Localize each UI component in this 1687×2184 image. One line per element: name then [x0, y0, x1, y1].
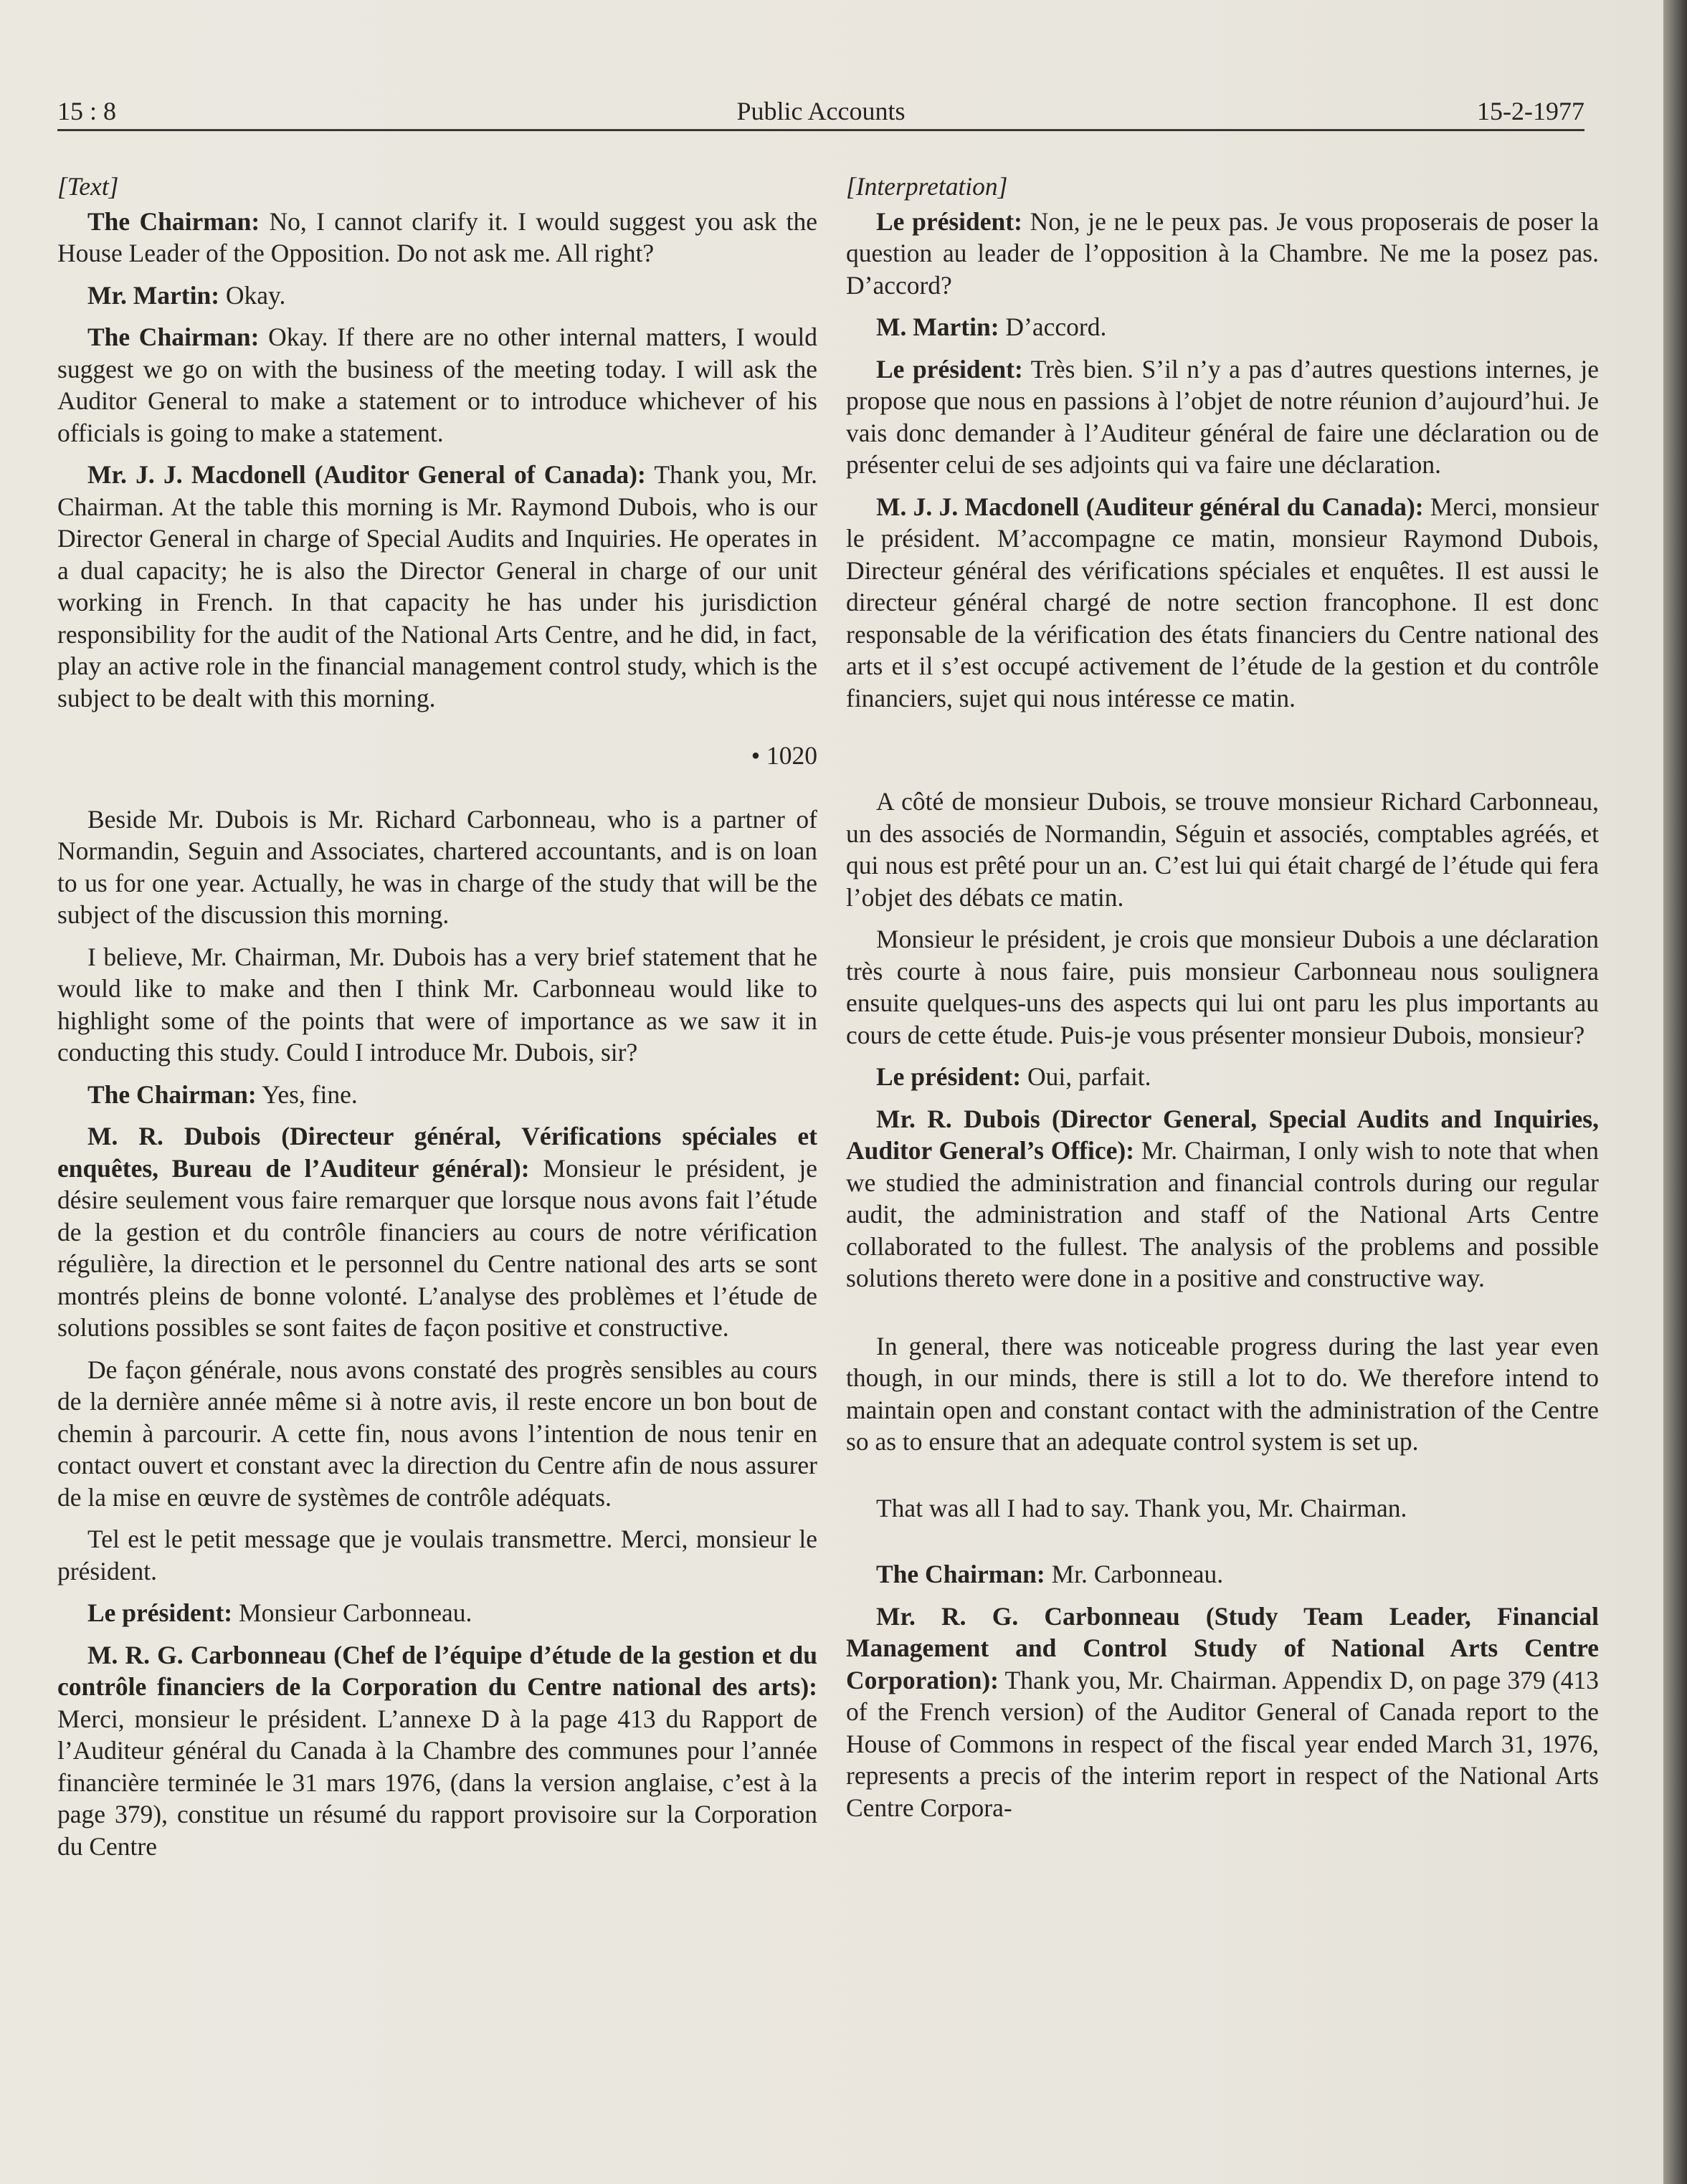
paragraph	[846, 1492, 1599, 1525]
paragraph	[846, 491, 1599, 715]
paragraph-text: In general, there was noticeable progress during the last year even though, in our minds, there is still a lot to do. We therefore intend to maintain open and constant contact with the administration of the Centre so as to ensure that an adequate control system is set up.	[846, 1331, 1599, 1456]
paragraph	[846, 1330, 1599, 1458]
paragraph-text: No, I cannot clarify it. I would suggest you ask the House Leader of the Opposition. Do not ask me. All right?	[57, 206, 817, 267]
issue-date: 15-2-1977	[1477, 97, 1584, 125]
paragraph-text: De façon générale, nous avons constaté des progrès sensibles au cours de la dernière année même si à notre avis, il reste encore un bon bout de chemin à parcourir. A cette fin, nous avons l’intention de nous tenir en contact ouvert et constant avec la direction du Centre afin de nous assurer de la mise en œuvre de systèmes de contrôle adéquats.	[57, 1355, 817, 1512]
paragraph	[57, 1597, 817, 1629]
time-marker: • 1020	[751, 741, 817, 770]
paragraph	[57, 206, 817, 270]
paragraph-text: That was all I had to say. Thank you, Mr. Chairman.	[876, 1493, 1407, 1522]
paragraph-text: Très bien. S’il n’y a pas d’autres questions internes, je propose que nous en passions à l’objet de notre réunion d’aujourd’hui. Je vais donc demander à l’Auditeur général de faire une déclaration ou de présenter celui de ses adjoints qui va faire une déclaration.	[846, 354, 1599, 479]
speaker-name: The Chairman:	[87, 1079, 257, 1109]
french-column	[846, 171, 1599, 1833]
paragraph	[57, 459, 817, 714]
paragraph-text: Merci, monsieur le président. M’accompagne ce matin, monsieur Raymond Dubois, Directeur général des vérifications spéciales et enquêtes. Il est aussi le directeur général chargé de notre section francophone. Il est donc responsable de la vérification des états financiers du Centre national des arts et il s’est occupé activement de l’étude de la gestion et du contrôle financiers, sujet qui nous intéresse ce matin.	[846, 492, 1599, 712]
paragraph	[846, 1558, 1599, 1591]
paragraph	[846, 1601, 1599, 1824]
speaker-name: Le président:	[876, 206, 1022, 236]
speaker-name: Le président:	[876, 354, 1023, 383]
running-title: Public Accounts	[736, 97, 906, 125]
paragraph	[846, 1061, 1599, 1093]
paragraph	[846, 311, 1599, 343]
column-spacer	[846, 1468, 1599, 1492]
column-spacer	[846, 1534, 1599, 1558]
paragraph	[57, 803, 817, 931]
speaker-name: Mr. J. J. Macdonell (Auditor General of Canada):	[87, 460, 646, 489]
language-tag: [Text]	[57, 172, 119, 201]
language-tag: [Interpretation]	[846, 172, 1008, 201]
paragraph-text: Thank you, Mr. Chairman. At the table this morning is Mr. Raymond Dubois, who is our Director General in charge of Special Audits and Inquiries. He operates in a dual capacity; he is also the Director General in charge of our unit working in French. In that capacity he has under his jurisdiction responsibility for the audit of the National Arts Centre, and he did, in fact, play an active role in the financial management control study, which is the subject to be dealt with this morning.	[57, 460, 818, 712]
paragraph	[57, 321, 817, 449]
paragraph	[57, 1523, 817, 1587]
paragraph-text: Okay. If there are no other internal matters, I would suggest we go on with the business of the meeting today. I will ask the Auditor General to make a statement or to introduce whichever of his officials is going to make a statement.	[57, 323, 817, 447]
paragraph	[57, 1354, 817, 1514]
speaker-name: Le président:	[87, 1598, 233, 1627]
speaker-name: M. Martin:	[876, 313, 999, 341]
column-spacer	[846, 1305, 1599, 1330]
speaker-name: Mr. R. G. Carbonneau (Study Team Leader, Financial Management and Control Study of National Arts Centre Corporation):	[846, 1601, 1599, 1694]
speaker-name: The Chairman:	[87, 323, 260, 351]
paragraph-text: Monsieur Carbonneau.	[232, 1598, 472, 1627]
paragraph	[846, 353, 1599, 481]
speaker-name: M. J. J. Macdonell (Auditeur général du Canada):	[876, 492, 1424, 521]
paragraph-text: Oui, parfait.	[1021, 1062, 1151, 1091]
paragraph-text: Okay.	[219, 280, 286, 310]
page-edge-shadow	[1663, 0, 1687, 2184]
paragraph	[57, 1079, 817, 1111]
speaker-name: M. R. G. Carbonneau (Chef de l’équipe d’étude de la gestion et du contrôle financiers de la Corporation du Centre national des arts):	[57, 1640, 817, 1701]
page-number: 15 : 8	[57, 97, 117, 125]
paragraph	[846, 786, 1599, 913]
paragraph-text: Monsieur le président, je désire seulement vous faire remarquer que lorsque nous avons fait l’étude de la gestion et du contrôle financiers au cours de notre vérification régulière, la direction et le personnel du Centre national des arts se sont montrés pleins de bonne volonté. L’analyse des problèmes et l’étude de solutions possibles se sont faites de façon positive et constructive.	[57, 1153, 817, 1342]
paragraph-text: Merci, monsieur le président. L’annexe D à la page 413 du Rapport de l’Auditeur général du Canada à la Chambre des communes pour l’année financière terminée le 31 mars 1976, (dans la version anglaise, c’est à la page 379), constitue un résumé du rapport provisoire sur la Corporation du Centre	[57, 1704, 817, 1861]
paragraph-text: Mr. Carbonneau.	[1045, 1560, 1224, 1588]
speaker-name: M. R. Dubois (Directeur général, Vérifications spéciales et enquêtes, Bureau de l’Auditeur général):	[57, 1122, 817, 1183]
paragraph-text: D’accord.	[999, 313, 1107, 341]
english-column	[57, 171, 817, 1872]
paragraph-text: I believe, Mr. Chairman, Mr. Dubois has a very brief statement that he would like to make and then I think Mr. Carbonneau would like to highlight some of the points that were of importance as we saw it in conducting this study. Could I introduce Mr. Dubois, sir?	[57, 942, 817, 1067]
paragraph-text: Monsieur le président, je crois que monsieur Dubois a une déclaration très courte à nous faire, puis monsieur Carbonneau nous soulignera ensuite quelques-uns des aspects qui lui ont paru les plus importants au cours de cette étude. Puis-je vous présenter monsieur Dubois, monsieur?	[846, 925, 1599, 1049]
paragraph	[846, 923, 1599, 1051]
paragraph-text: A côté de monsieur Dubois, se trouve monsieur Richard Carbonneau, un des associés de Normandin, Séguin et associés, comptables agréés, et qui nous est prêté pour un an. C’est lui qui était chargé de l’étude qui fera l’objet des débats ce matin.	[846, 787, 1599, 912]
paragraph-text: Non, je ne le peux pas. Je vous proposerais de poser la question au leader de l’opposition à la Chambre. Ne me la posez pas. D’accord?	[846, 206, 1599, 300]
paragraph-text: Yes, fine.	[256, 1079, 358, 1109]
speaker-name: The Chairman:	[876, 1560, 1045, 1588]
paragraph	[57, 941, 817, 1069]
paragraph	[57, 1120, 817, 1344]
paragraph	[57, 280, 817, 312]
paragraph	[57, 1639, 817, 1863]
paragraph-text: Beside Mr. Dubois is Mr. Richard Carbonneau, who is a partner of Normandin, Seguin and Associates, chartered accountants, and is on loan to us for one year. Actually, he was in charge of the study that will be the subject of the discussion this morning.	[57, 804, 817, 929]
page-header	[57, 85, 1584, 131]
speaker-name: Le président:	[876, 1062, 1022, 1091]
paragraph	[846, 1103, 1599, 1294]
paragraph-text: Thank you, Mr. Chairman. Appendix D, on page 379 (413 of the French version) of the Auditor General of Canada report to the House of Commons in respect of the fiscal year ended March 31, 1976, represents a precis of the interim report in respect of the National Arts Centre Corpora-	[846, 1665, 1599, 1822]
column-spacer	[846, 724, 1599, 786]
speaker-name: Mr. R. Dubois (Director General, Special Audits and Inquiries, Auditor General’s Office):	[846, 1104, 1599, 1165]
speaker-name: Mr. Martin:	[87, 280, 220, 310]
paragraph-text: Tel est le petit message que je voulais transmettre. Merci, monsieur le président.	[57, 1525, 817, 1585]
paragraph	[846, 206, 1599, 302]
speaker-name: The Chairman:	[87, 206, 260, 236]
paragraph-text: Mr. Chairman, I only wish to note that when we studied the administration and financial controls during our regular audit, the administration and staff of the National Arts Centre collaborated to the fullest. The analysis of the problems and possible solutions thereto were done in a positive and constructive way.	[846, 1136, 1599, 1292]
